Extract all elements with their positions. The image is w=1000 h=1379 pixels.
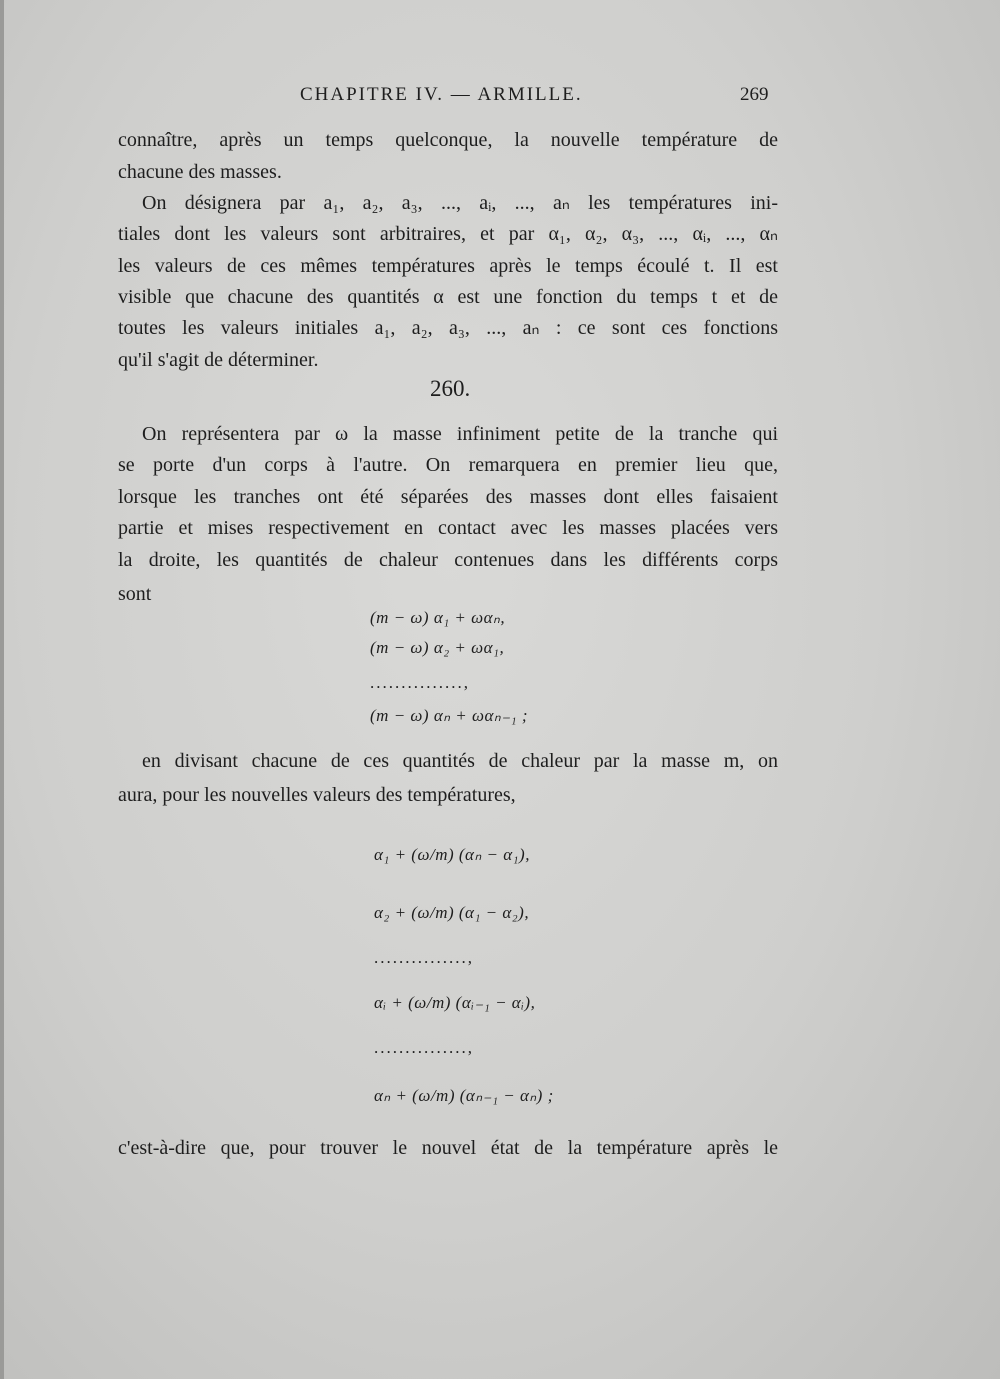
text-line: aura, pour les nouvelles valeurs des températures, xyxy=(118,784,516,806)
text-line: visible que chacune des quantités α est une fonction du temps t et de xyxy=(118,286,778,308)
equation-ellipsis: ..............., xyxy=(374,948,474,967)
section-number: 260. xyxy=(430,376,471,401)
page-number: 269 xyxy=(740,84,769,105)
equation: αᵢ + (ω/m) (αᵢ₋₁ − αᵢ), xyxy=(374,993,536,1012)
equation-ellipsis: ..............., xyxy=(370,673,470,692)
equation: (m − ω) α₂ + ωα₁, xyxy=(370,638,505,657)
text-line: tiales dont les valeurs sont arbitraires, et par α₁, α₂, α₃, ..., αᵢ, ..., αₙ xyxy=(118,223,778,245)
equation: α₁ + (ω/m) (αₙ − α₁), xyxy=(374,845,530,864)
text-line: chacune des masses. xyxy=(118,161,282,183)
equation: (m − ω) αₙ + ωαₙ₋₁ ; xyxy=(370,706,528,725)
running-head: CHAPITRE IV. — ARMILLE. xyxy=(300,84,583,105)
text-line: lorsque les tranches ont été séparées des masses dont elles faisaient xyxy=(118,486,778,508)
text-line: qu'il s'agit de déterminer. xyxy=(118,349,319,371)
text-line: en divisant chacune de ces quantités de chaleur par la masse m, on xyxy=(142,750,778,772)
text-line: partie et mises respectivement en contact avec les masses placées vers xyxy=(118,517,778,539)
text-line: On représentera par ω la masse infiniment petite de la tranche qui xyxy=(142,423,778,445)
text-line: la droite, les quantités de chaleur contenues dans les différents corps xyxy=(118,549,778,571)
equation: αₙ + (ω/m) (αₙ₋₁ − αₙ) ; xyxy=(374,1086,554,1105)
text-line: sont xyxy=(118,583,152,605)
page-edge xyxy=(0,0,4,1379)
text-line: On désignera par a₁, a₂, a₃, ..., aᵢ, ..., aₙ les températures ini- xyxy=(142,192,778,214)
text-line: se porte d'un corps à l'autre. On remarquera en premier lieu que, xyxy=(118,454,778,476)
text-line: c'est-à-dire que, pour trouver le nouvel état de la température après le xyxy=(118,1137,778,1159)
text-line: toutes les valeurs initiales a₁, a₂, a₃, ..., aₙ : ce sont ces fonctions xyxy=(118,317,778,339)
equation-ellipsis: ..............., xyxy=(374,1038,474,1057)
text-line: les valeurs de ces mêmes températures après le temps écoulé t. Il est xyxy=(118,255,778,277)
equation: α₂ + (ω/m) (α₁ − α₂), xyxy=(374,903,530,922)
text-line: connaître, après un temps quelconque, la nouvelle température de xyxy=(118,129,778,151)
equation: (m − ω) α₁ + ωαₙ, xyxy=(370,608,506,627)
